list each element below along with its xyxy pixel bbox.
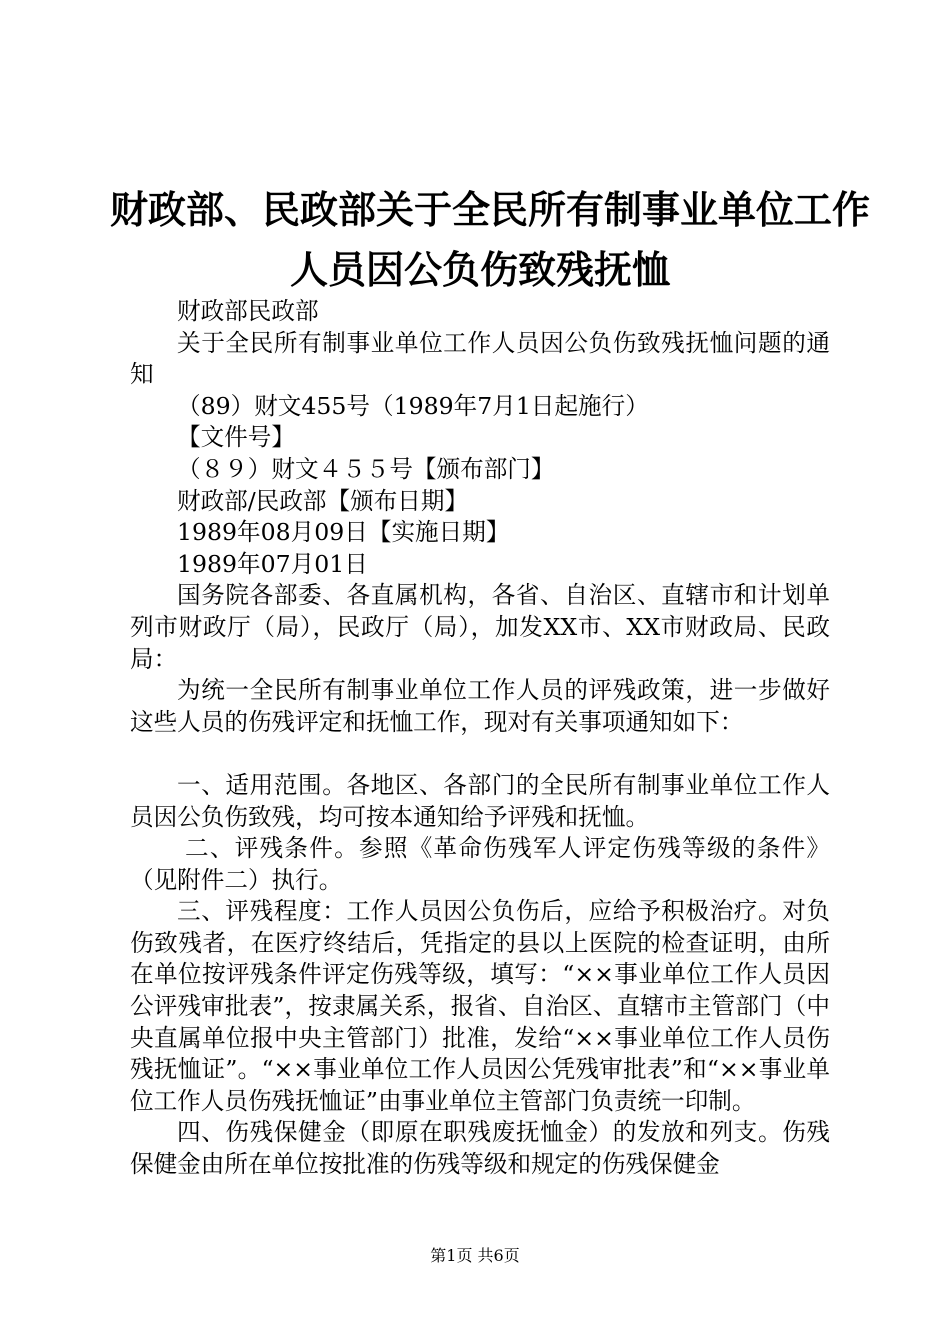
document-title-line-1: 财政部、民政部关于全民所有制事业单位工作 [110,188,871,232]
section-4-allowance: 四、伤残保健金（即原在职残废抚恤金）的发放和列支。伤残保健金由所在单位按批准的伤残等级和规定的伤残保健金 [130,1118,830,1179]
section-2-conditions: 二、评残条件。参照《革命伤残军人评定伤残等级的条件》（见附件二）执行。 [130,834,830,894]
section-1-scope: 一、适用范围。各地区、各部门的全民所有制事业单位工作人员因公负伤致残，均可按本通知给予评残和抚恤。 [130,770,830,831]
notice-title: 关于全民所有制事业单位工作人员因公负伤致残抚恤问题的通知 [130,328,830,389]
document-number-line: （89）财文455号（1989年7月1日起施行） [177,391,649,420]
file-number-label: 【文件号】 [177,423,295,452]
issuing-department: 财政部/民政部【颁布日期】 [177,486,469,515]
page-footer: 第1页 共6页 [430,1246,520,1265]
effective-date: 1989年07月01日 [177,549,368,578]
addressees-paragraph: 国务院各部委、各直属机构，各省、自治区、直辖市和计划单列市财政厅（局），民政厅（局），加发XX市、XX市财政局、民政局： [130,581,830,673]
blank-line [130,738,830,770]
section-3-procedure: 三、评残程度：工作人员因公负伤后，应给予积极治疗。对负伤致残者，在医疗终结后，凭指定的县以上医院的检查证明，由所在单位按评残条件评定伤残等级，填写：“××事业单位工作人员因公评残审批表”，按隶属关系，报省、自治区、直辖市主管部门（中央直属单位报中央主管部门）批准，发给“××事业单位工作人员伤残抚恤证”。“××事业单位工作人员因公凭残审批表”和“××事业单位工作人员伤残抚恤证”由事业单位主管部门负责统一印制。 [130,897,830,1115]
document-body [130,296,830,1181]
document-title-line-2: 人员因公负伤致残抚恤 [289,248,670,292]
file-number-value: （８９）财文４５５号【颁布部门】 [177,454,555,483]
issue-date: 1989年08月09日【实施日期】 [177,518,510,547]
intro-paragraph: 为统一全民所有制事业单位工作人员的评残政策，进一步做好这些人员的伤残评定和抚恤工作，现对有关事项通知如下： [130,676,830,736]
issuer-line: 财政部民政部 [177,297,319,325]
